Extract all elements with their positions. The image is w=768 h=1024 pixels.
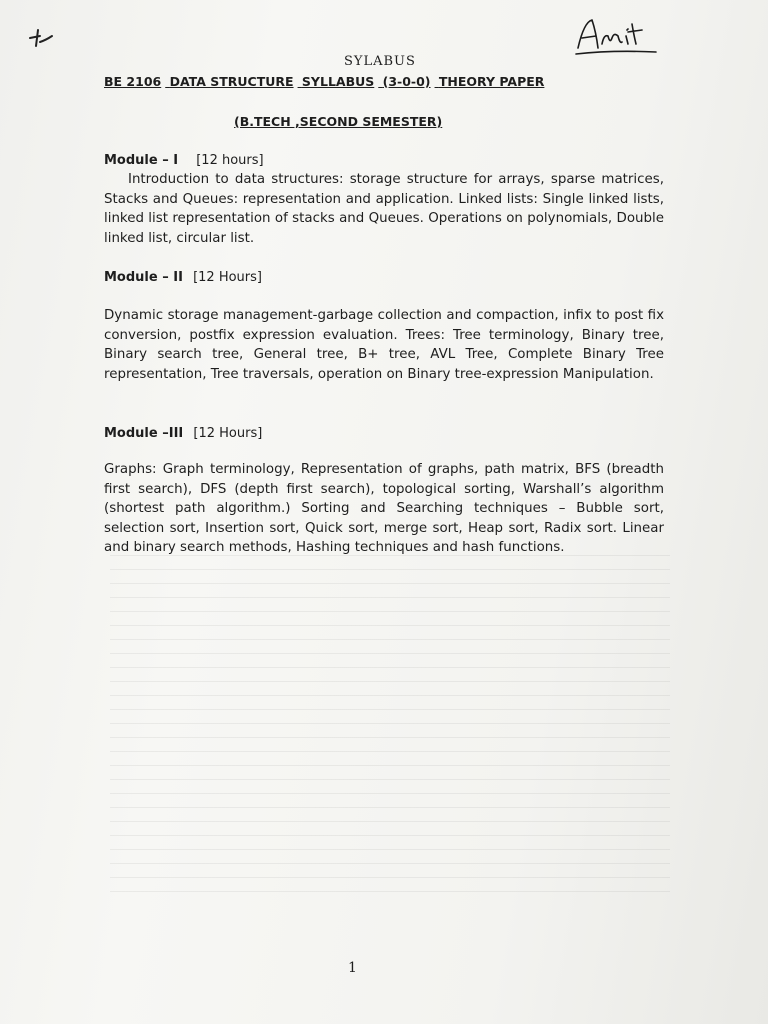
semester-label: (B.TECH ,SECOND SEMESTER) <box>234 114 443 129</box>
module-1-hours: [12 hours] <box>196 153 264 168</box>
document-title: SYLABUS <box>344 54 416 69</box>
module-2-content: Dynamic storage management-garbage collection and compaction, infix to post fix conversion, postfix expression evaluation. Trees: Tree terminology, Binary tree, Binary search tree, General tree, B+ tree, AVL Tree, Complete Binary Tree representation, Tree traversals, operation on Binary tree-expression Manipulation. <box>104 308 664 382</box>
module-3-content: Graphs: Graph terminology, Representation of graphs, path matrix, BFS (breadth first search), DFS (depth first search), topological sorting, Warshall’s algorithm (shortest path algorithm.) Sorting and Searching techniques – Bubble sort, selection sort, Insertion sort, Quick sort, merge sort, Heap sort, Radix sort. Linear and binary search methods, Hashing techniques and hash functions. <box>104 462 664 556</box>
module-1-content: Introduction to data structures: storage structure for arrays, sparse matrices, Stacks and Queues: representation and application. Linked lists: Single linked lists, linked list representation of stacks and Queues. Operations on polynomials, Double linked list, circular list. <box>104 172 664 246</box>
handwritten-signature <box>572 14 662 56</box>
module-3-hours: [12 Hours] <box>193 426 263 441</box>
module-2-hours: [12 Hours] <box>193 270 262 285</box>
module-1-title: Module – I <box>104 153 179 168</box>
course-syllabus-label: SYLLABUS <box>301 74 375 89</box>
module-1-heading <box>104 153 264 168</box>
module-3-title: Module –III <box>104 426 184 441</box>
course-name: DATA STRUCTURE <box>169 74 294 89</box>
course-code: BE 2106 <box>104 74 162 89</box>
module-2-title: Module – II <box>104 270 183 285</box>
course-title <box>104 74 548 89</box>
tick-mark-icon <box>26 26 60 56</box>
course-credits: (3-0-0) <box>382 74 431 89</box>
course-paper-type: THEORY PAPER <box>438 74 545 89</box>
bleed-through-text <box>110 555 670 895</box>
module-2-heading <box>104 270 262 285</box>
module-3-heading <box>104 426 262 441</box>
page-number: 1 <box>348 960 357 976</box>
